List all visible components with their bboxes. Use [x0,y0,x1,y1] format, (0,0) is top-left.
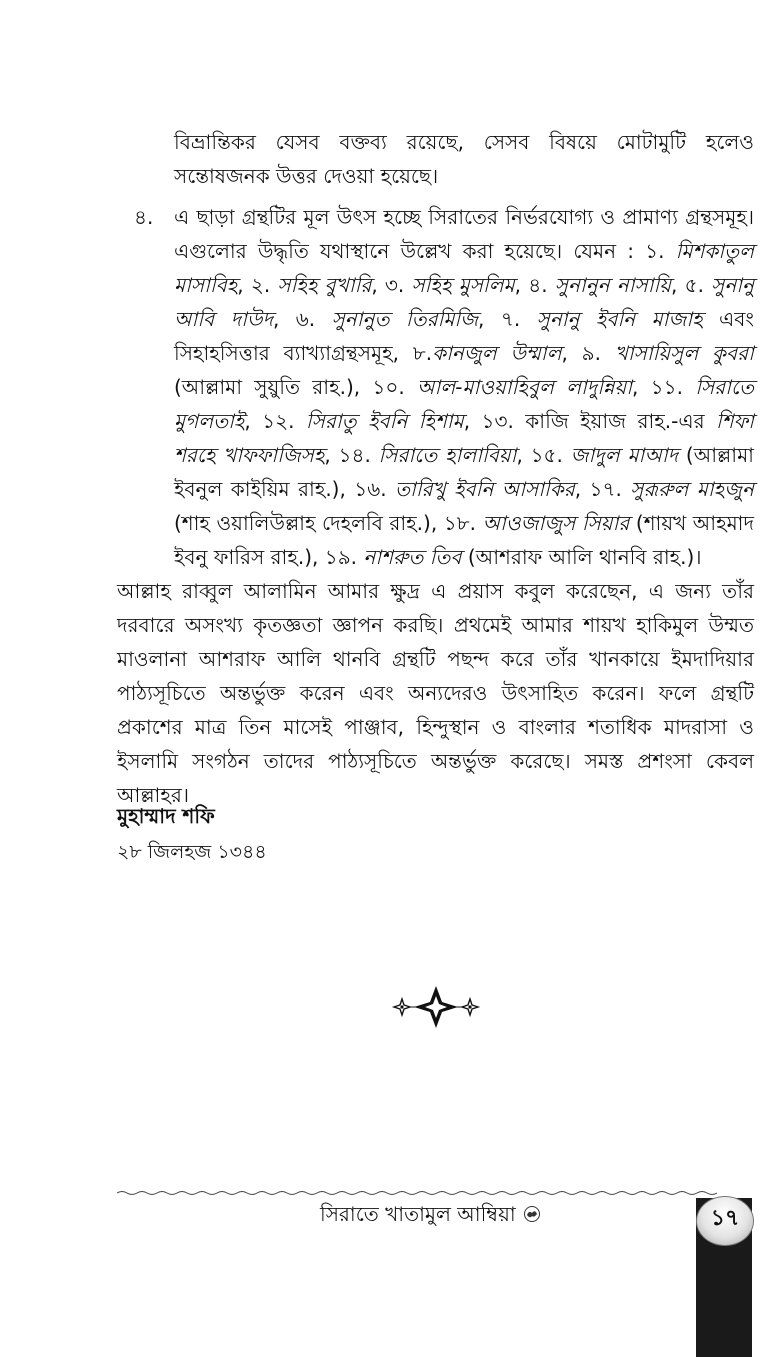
source-title: খাসায়িসুল কুবরা [614,341,754,365]
author-signature: মুহাম্মাদ শফি [117,804,215,828]
source-title: সিরাতে হালাবিয়া [378,443,517,467]
source-title: সিরাতে মুগলতাই [174,375,754,433]
running-footer [320,1200,542,1233]
separator: (আল্লামা ইবনুল কাইয়িম রাহ.), ১৬. [174,443,754,501]
source-title: সুনানু ইবনি মাজাহ [536,307,703,331]
source-title: তারিখু ইবনি আসাকির [395,477,575,501]
separator: , ১২. [244,409,306,433]
separator: , ৭. [478,307,537,331]
source-title: মিশকাতুল মাসাবিহ [174,239,754,297]
source-title: আওজাজুস সিয়ার [482,511,630,535]
separator: (আল্লামা সুয়ুতি রাহ.), ১০. [174,375,417,399]
source-title: সুনানুন নাসায়ি [554,273,672,297]
separator: , ১৫. [516,443,571,467]
separator: , ১১. [632,375,696,399]
list-item-number: ৪. [134,205,154,229]
separator: (শাহ ওয়ালিউল্লাহ দেহলবি রাহ.), ১৮. [174,511,483,535]
separator: , ২. [237,273,278,297]
source-title: সিরাতু ইবনি হিশাম [305,409,464,433]
list-item-body [174,200,754,574]
separator: , ৩. [371,273,412,297]
source-title: নাশরুত তিব [363,545,462,569]
closing-paragraph: আল্লাহ রাব্বুল আলামিন আমার ক্ষুদ্র এ প্রয়াস কবুল করেছেন, এ জন্য তাঁর দরবারে অসংখ্য কৃতজ্ঞতা জ্ঞাপন করছি। প্রথমেই আমার শায়খ হাকিমুল উম্মত মাওলানা আশরাফ আলি থানবি গ্রন্থটি পছন্দ করে তাঁর খানকায়ে ইমদাদিয়ার পাঠ্যসূচিতে অন্তর্ভুক্ত করেন এবং অন্যদেরও উৎসাহিত করেন। ফলে গ্রন্থটি প্রকাশের মাত্র তিন মাসেই পাঞ্জাব, হিন্দুস্থান ও বাংলার শতাধিক মাদরাসা ও ইসলামি সংগঠন তাদের পাঠ্যসূচিতে অন্তর্ভুক্ত করেছে। সমস্ত প্রশংসা কেবল আল্লাহর। [117,579,754,807]
source-title: সহিহ মুসলিম [411,273,515,297]
continuation-text: বিভ্রান্তিকর যেসব বক্তব্য রয়েছে, সেসব বিষয়ে মোটামুটি হলেও সন্তোষজনক উত্তর দেওয়া হয়েছে। [174,130,754,188]
ornament-divider-icon [390,984,482,1030]
separator: , ৯. [561,341,615,365]
salawat-icon [522,1205,542,1223]
book-title: সিরাতে খাতামুল আম্বিয়া [320,1202,516,1226]
signature-date: ২৮ জিলহজ ১৩৪৪ [117,841,267,863]
separator: (আশরাফ আলি থানবি রাহ.)। [461,545,702,569]
separator: , ১৩. কাজি ইয়াজ রাহ.-এর [463,409,717,433]
separator: , ১৪. [324,443,379,467]
separator: , ১৭. [574,477,631,501]
separator: , ৫. [671,273,712,297]
separator: , ৪. [514,273,555,297]
separator: (শায়খ আহমাদ ইবনু ফারিস রাহ.), ১৯. [174,511,754,569]
footer-divider [117,1190,717,1196]
page-number: ১৭ [696,1196,754,1246]
source-title: আল-মাওয়াহিবুল লাদুন্নিয়া [416,375,633,399]
source-title: কানজুল উম্মাল [432,341,562,365]
source-title: শিফা শরহে খাফফাজিসহ [174,409,754,467]
source-title: সহিহ বুখারি [277,273,372,297]
separator: , ৬. [273,307,332,331]
source-title: সুরূরুল মাহজুন [630,477,754,501]
item-lead: এ ছাড়া গ্রন্থটির মূল উৎস হচ্ছে সিরাতের নির্ভরযোগ্য ও প্রামাণ্য গ্রন্থসমূহ। এগুলোর উদ্ধৃতি যথাস্থানে উল্লেখ করা হয়েছে। যেমন : ১. [174,205,754,263]
separator: এবং সিহাহসিত্তার ব্যাখ্যাগ্রন্থসমূহ, ৮. [174,307,755,365]
source-title: সুনানুত তিরমিজি [331,307,479,331]
source-title: জাদুল মাআদ [570,443,679,467]
source-title: সুনানু আবি দাউদ [174,273,755,331]
